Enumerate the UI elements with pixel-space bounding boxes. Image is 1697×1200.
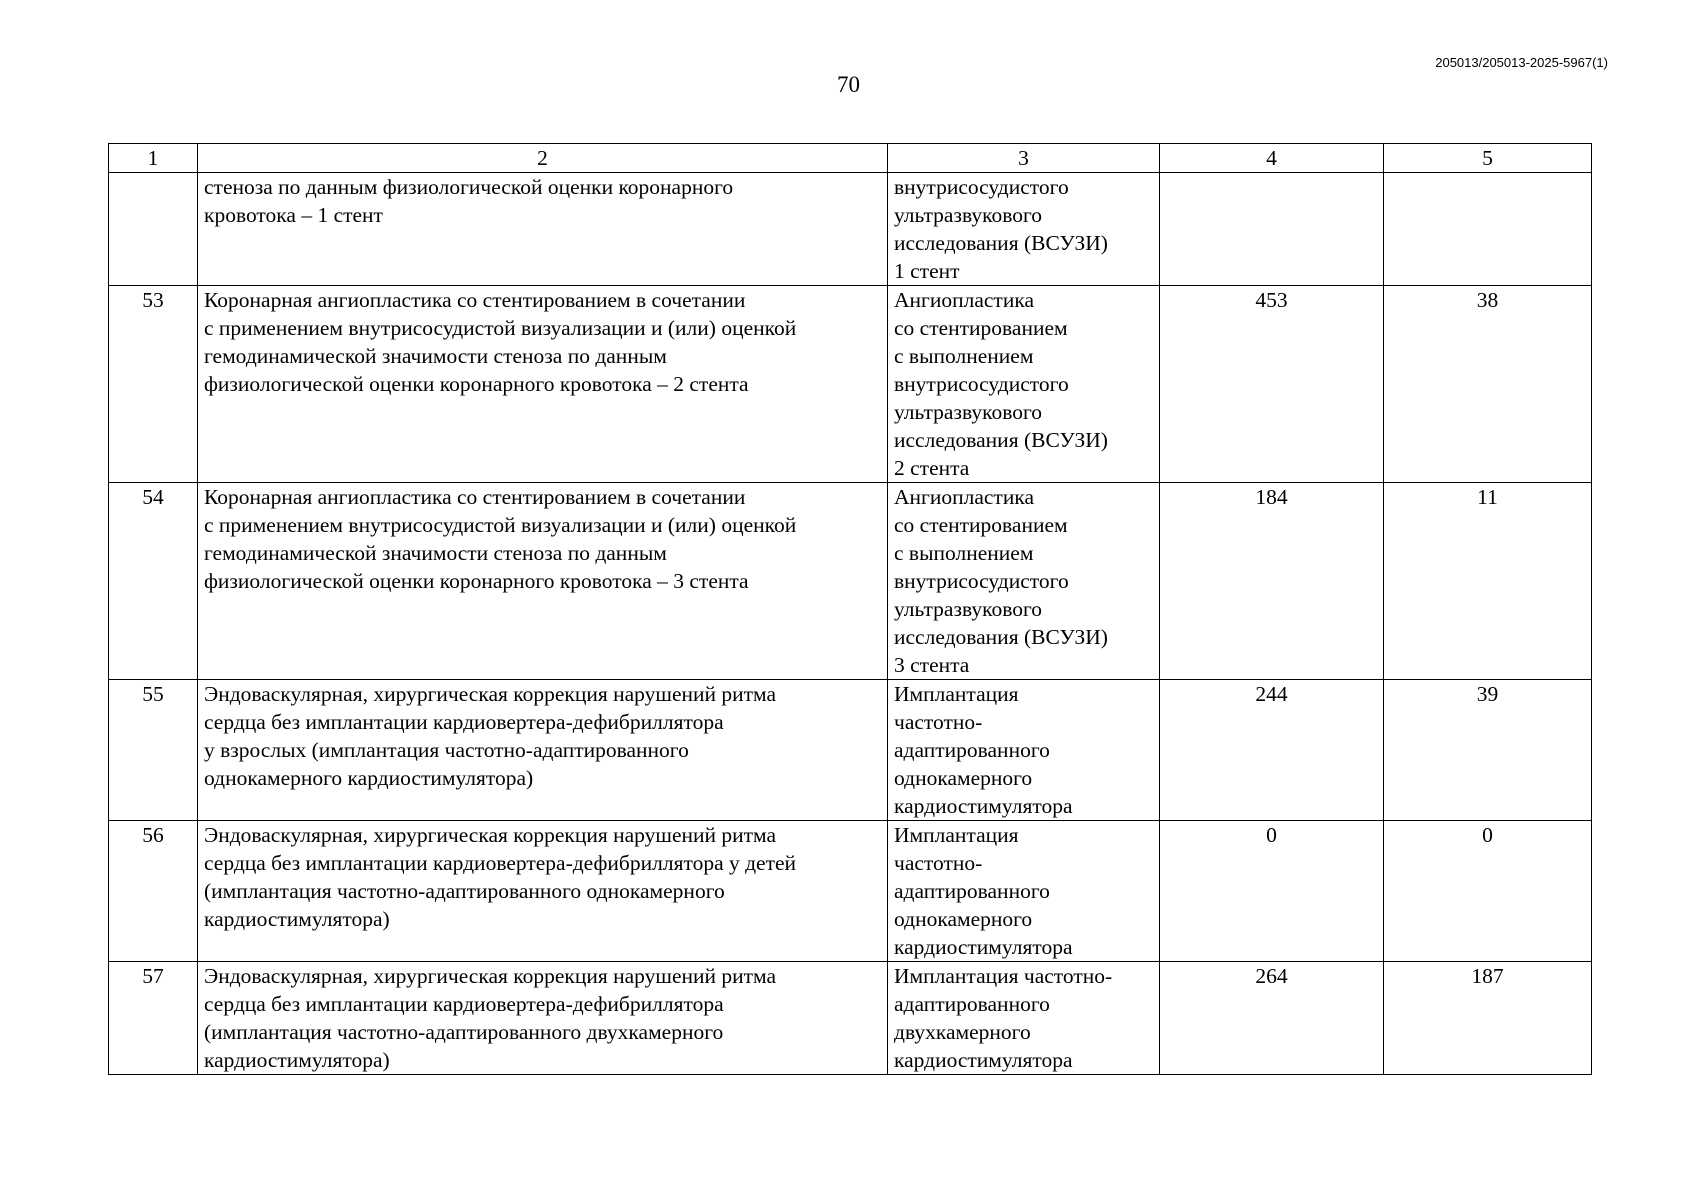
- table-row: [109, 821, 1592, 962]
- procedure-name-cell: стеноза по данным физиологической оценки коронарного кровотока – 1 стент: [198, 173, 888, 286]
- value-col4-cell: 184: [1160, 483, 1384, 680]
- method-cell: Ангиопластика со стентированием с выполнением внутрисосудистого ультразвукового исследования (ВСУЗИ) 2 стента: [888, 286, 1160, 483]
- column-header: 3: [888, 144, 1160, 173]
- column-header: 2: [198, 144, 888, 173]
- value-col5-cell: 38: [1384, 286, 1592, 483]
- value-col4-cell: [1160, 173, 1384, 286]
- column-header: 1: [109, 144, 198, 173]
- table-row: [109, 680, 1592, 821]
- column-header: 5: [1384, 144, 1592, 173]
- value-col4-cell: 264: [1160, 962, 1384, 1075]
- procedure-name-cell: Эндоваскулярная, хирургическая коррекция нарушений ритма сердца без имплантации кардиовертера-дефибриллятора у взрослых (имплантация частотно-адаптированного однокамерного кардиостимулятора): [198, 680, 888, 821]
- row-number-cell: [109, 173, 198, 286]
- procedure-name-cell: Коронарная ангиопластика со стентированием в сочетании с применением внутрисосудистой визуализации и (или) оценкой гемодинамической значимости стеноза по данным физиологической оценки коронарного кровотока – 3 стента: [198, 483, 888, 680]
- procedure-name-cell: Эндоваскулярная, хирургическая коррекция нарушений ритма сердца без имплантации кардиовертера-дефибриллятора у детей (имплантация частотно-адаптированного однокамерного кардиостимулятора): [198, 821, 888, 962]
- row-number-cell: 56: [109, 821, 198, 962]
- table-row: [109, 173, 1592, 286]
- method-cell: Ангиопластика со стентированием с выполнением внутрисосудистого ультразвукового исследования (ВСУЗИ) 3 стента: [888, 483, 1160, 680]
- procedure-name-cell: Коронарная ангиопластика со стентированием в сочетании с применением внутрисосудистой визуализации и (или) оценкой гемодинамической значимости стеноза по данным физиологической оценки коронарного кровотока – 2 стента: [198, 286, 888, 483]
- value-col4-cell: 244: [1160, 680, 1384, 821]
- value-col4-cell: 453: [1160, 286, 1384, 483]
- value-col5-cell: 39: [1384, 680, 1592, 821]
- value-col5-cell: 187: [1384, 962, 1592, 1075]
- data-table: [108, 143, 1592, 1075]
- value-col5-cell: 11: [1384, 483, 1592, 680]
- table-row: [109, 286, 1592, 483]
- row-number-cell: 53: [109, 286, 198, 483]
- table-header-row: [109, 144, 1592, 173]
- row-number-cell: 55: [109, 680, 198, 821]
- table-row: [109, 962, 1592, 1075]
- row-number-cell: 57: [109, 962, 198, 1075]
- column-header: 4: [1160, 144, 1384, 173]
- method-cell: Имплантация частотно- адаптированного однокамерного кардиостимулятора: [888, 821, 1160, 962]
- method-cell: Имплантация частотно- адаптированного двухкамерного кардиостимулятора: [888, 962, 1160, 1075]
- method-cell: Имплантация частотно- адаптированного однокамерного кардиостимулятора: [888, 680, 1160, 821]
- document-id: 205013/205013-2025-5967(1): [1435, 55, 1608, 70]
- page-number: 70: [837, 72, 860, 97]
- procedure-name-cell: Эндоваскулярная, хирургическая коррекция нарушений ритма сердца без имплантации кардиовертера-дефибриллятора (имплантация частотно-адаптированного двухкамерного кардиостимулятора): [198, 962, 888, 1075]
- value-col5-cell: [1384, 173, 1592, 286]
- table-row: [109, 483, 1592, 680]
- method-cell: внутрисосудистого ультразвукового исследования (ВСУЗИ) 1 стент: [888, 173, 1160, 286]
- row-number-cell: 54: [109, 483, 198, 680]
- value-col5-cell: 0: [1384, 821, 1592, 962]
- value-col4-cell: 0: [1160, 821, 1384, 962]
